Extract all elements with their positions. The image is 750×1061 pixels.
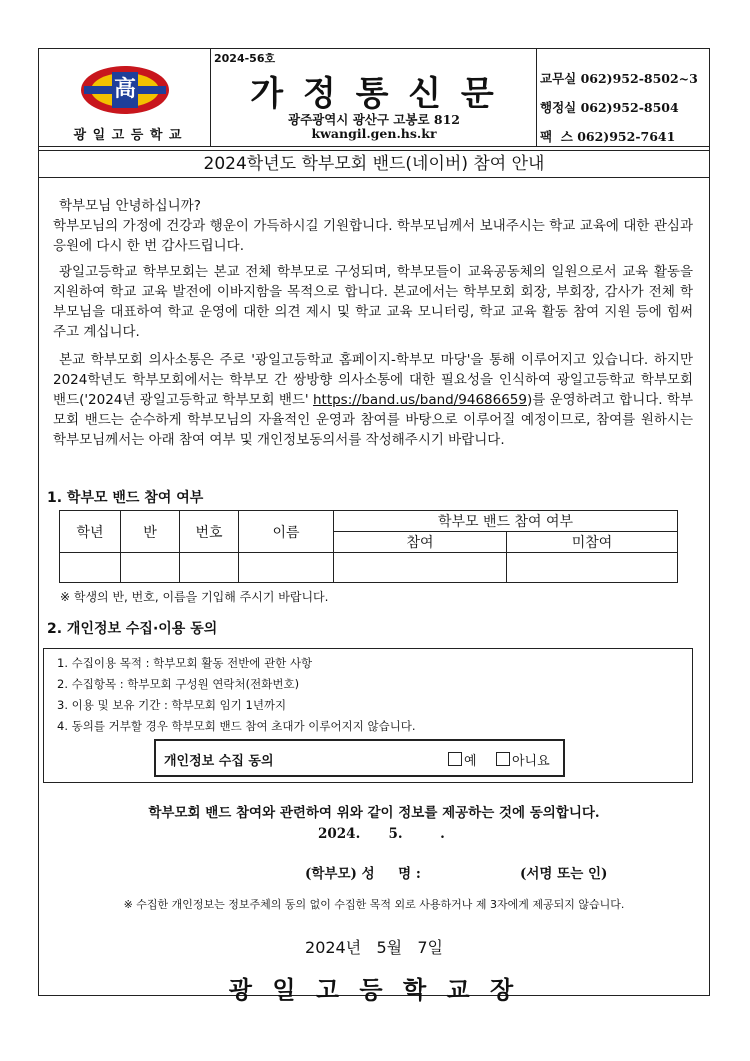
contact-label: 행정실: [540, 100, 577, 115]
not-participate-cell[interactable]: [507, 553, 678, 583]
consent-label: 개인정보 수집 동의: [164, 754, 274, 769]
section-2-title: 2. 개인정보 수집·이용 동의: [47, 621, 218, 637]
header-divider-left: [210, 48, 211, 146]
contact-value: 062)952-7641: [577, 129, 676, 144]
privacy-item: 3. 이용 및 보유 기간 : 학부모회 임기 1년까지: [57, 698, 287, 712]
signer-name-label: (학부모) 성 명 :: [305, 866, 421, 882]
col-name: 이름: [239, 511, 334, 553]
band-link[interactable]: https://band.us/band/94686659: [312, 392, 527, 408]
greeting: 학부모님 안녕하십니까?: [59, 198, 201, 214]
consent-no-option[interactable]: [496, 750, 550, 769]
paragraph-2: 광일고등학교 학부모회는 본교 전체 학부모로 구성되며, 학부모들이 교육공동체의 일원으로서 교육 활동을 지원하여 학교 교육 발전에 이바지함을 목적으로 합니다. 본교에서는 학부모회 회장, 부회장, 감사가 전체 학부모님을 대표하여 학교 운영에 대한 의견 제시 및 학교 교육 모니터링, 학교 교육 활동 참여 지원 등에 힘써 주고 계십니다.: [53, 264, 694, 340]
school-logo: [70, 60, 180, 122]
consent-yes-option[interactable]: [448, 750, 477, 769]
contact-list: [540, 64, 698, 151]
agreement-statement: 학부모회 밴드 참여와 관련하여 위와 같이 정보를 제공하는 것에 동의합니다.: [148, 805, 600, 821]
yes-checkbox[interactable]: [448, 752, 462, 766]
class-cell[interactable]: [121, 553, 180, 583]
newsletter-title: 가 정 통 신 문: [250, 74, 498, 114]
privacy-items: [57, 653, 416, 737]
contact-value: 062)952-8502~3: [580, 71, 698, 86]
col-participation-group: 학부모 밴드 참여 여부: [334, 511, 678, 532]
paragraph-3: [53, 350, 693, 450]
school-website[interactable]: kwangil.gen.hs.kr: [311, 126, 437, 141]
issue-date: 2024년 5월 7일: [305, 938, 443, 957]
col-grade: 학년: [60, 511, 121, 553]
section-1-title: 1. 학부모 밴드 참여 여부: [47, 490, 204, 506]
header-divider-right: [536, 48, 537, 146]
contact-label: 교무실: [540, 71, 577, 86]
school-address: 광주광역시 광산구 고봉로 812: [288, 112, 460, 127]
grade-cell[interactable]: [60, 553, 121, 583]
header-bottom-line: [38, 146, 710, 147]
name-cell[interactable]: [239, 553, 334, 583]
number-cell[interactable]: [180, 553, 239, 583]
yes-label: 예: [464, 754, 477, 769]
paragraph-3-text: 본교 학부모회 의사소통은 주로 '광일고등학교 홈페이지-학부모 마당'을 통해 이루어지고 있습니다. 하지만 2024학년도 학부모회에서는 학부모 간 쌍방향 의사소통에 대한 필요성을 인식하여 광일고등학교 학부모회 밴드('2024년 광일고등학교 학부모회 밴드': [53, 352, 693, 408]
contact-row: [540, 93, 698, 122]
sign-hint: (서명 또는 인): [520, 866, 608, 882]
privacy-item: 2. 수집항목 : 학부모회 구성원 연락처(전화번호): [57, 677, 300, 691]
privacy-item: 4. 동의를 거부할 경우 학부모회 밴드 참여 초대가 이루어지지 않습니다.: [57, 719, 416, 733]
col-class: 반: [121, 511, 180, 553]
contact-value: 062)952-8504: [580, 100, 679, 115]
document-title: 2024학년도 학부모회 밴드(네이버) 참여 안내: [38, 150, 710, 178]
school-name: 광 일 고 등 학 교: [73, 128, 183, 143]
no-checkbox[interactable]: [496, 752, 510, 766]
table-note: ※ 학생의 반, 번호, 이름을 기입해 주시기 바랍니다.: [60, 590, 329, 604]
contact-label: 팩 스: [540, 129, 573, 144]
agreement-date[interactable]: 2024. 5. .: [318, 826, 445, 842]
principal-signature: 광 일 고 등 학 교 장: [228, 975, 520, 1004]
col-not-participate: 미참여: [507, 532, 678, 553]
participation-table: [59, 510, 678, 583]
consent-box: [154, 739, 565, 777]
participate-cell[interactable]: [334, 553, 507, 583]
col-participate: 참여: [334, 532, 507, 553]
privacy-note: ※ 수집한 개인정보는 정보주체의 동의 없이 수집한 목적 외로 사용하거나 제 3자에게 제공되지 않습니다.: [123, 898, 625, 911]
privacy-item: 1. 수집이용 목적 : 학부모회 활동 전반에 관한 사항: [57, 656, 313, 670]
no-label: 아니요: [512, 754, 550, 769]
col-number: 번호: [180, 511, 239, 553]
logo-char: 高: [113, 76, 136, 102]
paragraph-1: 학부모님의 가정에 건강과 행운이 가득하시길 기원합니다. 학부모님께서 보내주시는 학교 교육에 대한 관심과 응원에 다시 한 번 감사드립니다.: [53, 218, 693, 254]
contact-row: [540, 64, 698, 93]
paragraph-3-text-end: )를 운영하려고 합니다. 학부모회 밴드는 순수하게 학부모님의 자율적인 운영과 참여를 바탕으로 이루어질 예정이므로, 참여를 원하시는 학부모님께서는 아래 참여 여부 및 개인정보동의서를 작성해주시기 바랍니다.: [53, 392, 693, 448]
issue-number: 2024-56호: [214, 52, 276, 65]
